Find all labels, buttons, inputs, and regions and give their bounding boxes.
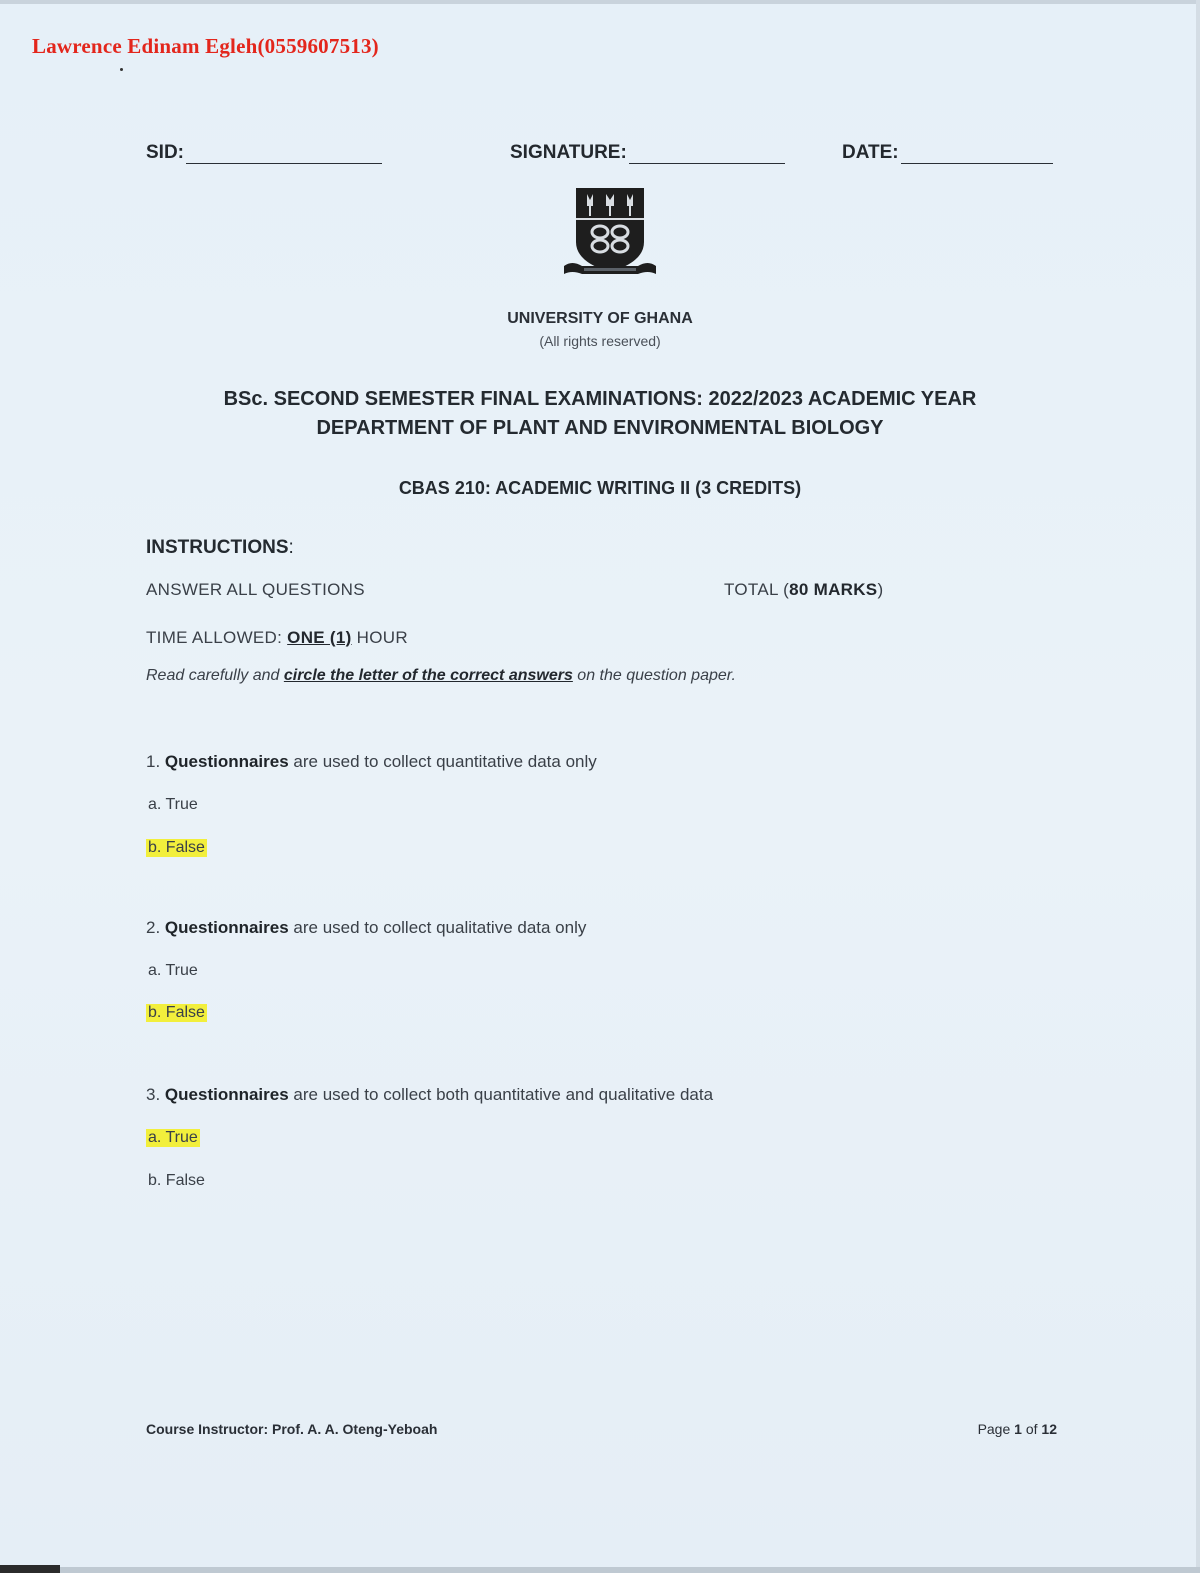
question-2-option-b[interactable]: b. False (148, 1004, 205, 1021)
scan-edge-bottom (0, 1567, 1200, 1573)
instructions-colon: : (288, 537, 294, 558)
instructions-heading (146, 537, 294, 559)
question-3-option-a[interactable]: a. True (148, 1129, 198, 1146)
instructions-heading-text: INSTRUCTIONS (146, 537, 289, 558)
course-title: CBAS 210: ACADEMIC WRITING II (3 CREDITS) (398, 478, 802, 498)
university-crest-icon (562, 186, 658, 278)
scan-edge-corner (0, 1565, 60, 1573)
total-marks-value: 80 MARKS (789, 580, 878, 599)
course-instructor: Course Instructor: Prof. A. A. Oteng-Yeboah (146, 1421, 438, 1437)
question-number: 1. (146, 752, 161, 771)
page-current: 1 (1014, 1421, 1022, 1437)
question-text: are used to collect qualitative data only (288, 918, 587, 937)
read-suffix: on the question paper. (572, 667, 736, 684)
scan-edge-top (0, 0, 1200, 4)
signature-blank-line[interactable] (629, 145, 785, 164)
scan-dot (120, 68, 123, 71)
question-text: are used to collect quantitative data only (288, 752, 597, 771)
time-prefix: TIME ALLOWED: (146, 628, 288, 647)
question-2 (146, 918, 586, 938)
scan-edge-right (1196, 0, 1200, 1573)
date-blank-line[interactable] (901, 145, 1053, 164)
page-prefix: Page (977, 1421, 1015, 1437)
question-keyword: Questionnaires (164, 1085, 289, 1104)
total-prefix: TOTAL ( (724, 580, 790, 599)
question-keyword: Questionnaires (164, 918, 289, 937)
total-marks (724, 580, 883, 600)
question-1-option-b[interactable]: b. False (148, 839, 205, 856)
department-title: DEPARTMENT OF PLANT AND ENVIRONMENTAL BIOLOGY (316, 417, 884, 439)
date-field[interactable] (842, 142, 1053, 164)
question-1 (146, 752, 597, 772)
header-fields (146, 142, 1076, 172)
answer-all-instruction: ANSWER ALL QUESTIONS (146, 580, 365, 599)
read-emphasis: circle the letter of the correct answers (283, 667, 573, 684)
signature-label: SIGNATURE: (510, 142, 627, 163)
question-3 (146, 1085, 713, 1105)
sid-blank-line[interactable] (186, 145, 382, 164)
page-of: of (1021, 1421, 1042, 1437)
time-value: ONE (1) (287, 628, 352, 647)
page-number (978, 1421, 1057, 1437)
watermark-text: Lawrence Edinam Egleh(0559607513) (32, 34, 379, 58)
question-number: 3. (146, 1085, 161, 1104)
signature-field[interactable] (510, 142, 785, 164)
total-suffix: ) (877, 580, 884, 599)
question-number: 2. (146, 918, 161, 937)
question-2-option-a[interactable]: a. True (148, 962, 198, 979)
sid-label: SID: (146, 142, 184, 163)
rights-notice: (All rights reserved) (539, 333, 661, 349)
read-instruction (146, 667, 736, 685)
read-prefix: Read carefully and (146, 667, 284, 684)
time-allowed (146, 628, 408, 648)
date-label: DATE: (842, 142, 899, 163)
exam-title: BSc. SECOND SEMESTER FINAL EXAMINATIONS: 2022/2023 ACADEMIC YEAR (223, 388, 977, 410)
question-3-option-b[interactable]: b. False (148, 1172, 205, 1189)
page-total: 12 (1041, 1421, 1057, 1437)
question-keyword: Questionnaires (164, 752, 289, 771)
sid-field[interactable] (146, 142, 382, 164)
university-name: UNIVERSITY OF GHANA (507, 310, 693, 327)
time-suffix: HOUR (351, 628, 408, 647)
question-1-option-a[interactable]: a. True (148, 796, 198, 813)
question-text: are used to collect both quantitative and qualitative data (288, 1085, 714, 1104)
